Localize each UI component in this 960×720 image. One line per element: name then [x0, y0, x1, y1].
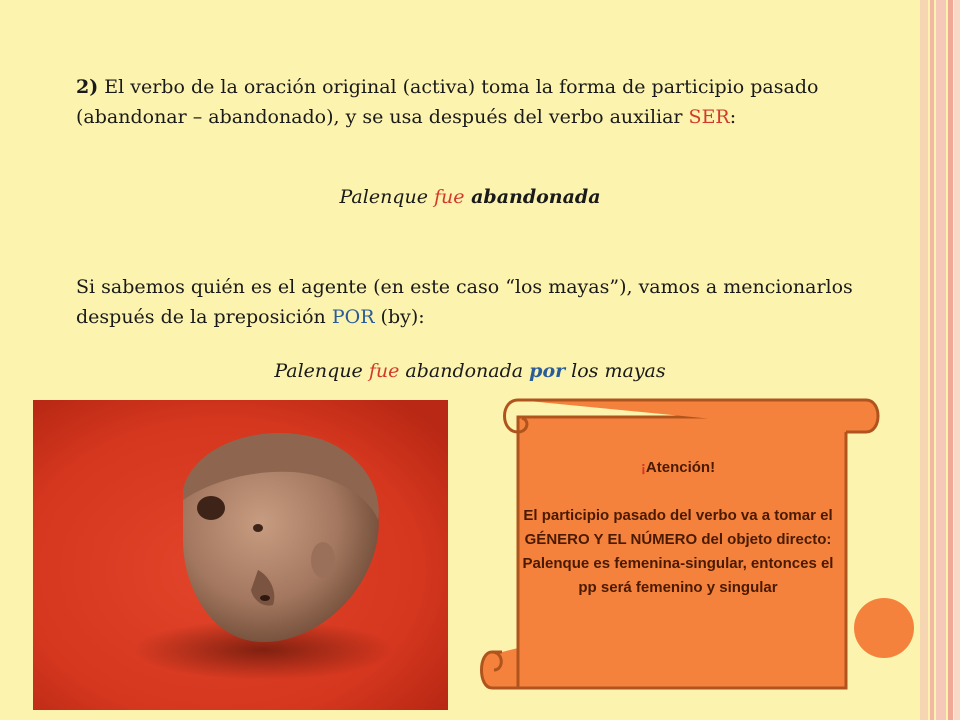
- paragraph-text: El verbo de la oración original (activa) toma la forma de participio pasado (abandonar – abandonado), y se usa después del verbo auxiliar: [76, 76, 819, 128]
- example-agent: los mayas: [565, 360, 666, 382]
- note-title: [518, 456, 838, 480]
- keyword-por: POR: [331, 306, 375, 328]
- stripe: [948, 0, 953, 720]
- stripe: [954, 0, 960, 720]
- paragraph-end: (by):: [374, 306, 425, 328]
- example-sentence-2: [0, 360, 940, 382]
- example-sentence-1: [0, 186, 940, 208]
- example-subject: Palenque: [274, 360, 369, 382]
- attention-note: [518, 456, 838, 600]
- item-number: 2): [76, 76, 99, 98]
- note-line-1: El participio pasado del verbo va a tomar el GÉNERO Y EL NÚMERO del objeto directo:: [523, 507, 833, 548]
- clay-head-image: [33, 400, 448, 710]
- note-title-text: Atención!: [645, 459, 716, 476]
- paragraph-text: Si sabemos quién es el agente (en este caso “los mayas”), vamos a mencionarlos después de la preposición: [76, 276, 853, 328]
- decorative-circle: [854, 598, 914, 658]
- keyword-ser: SER: [688, 106, 730, 128]
- paragraph-participle: [76, 72, 866, 132]
- example-por: por: [529, 360, 566, 382]
- exclamation-mark: ¡: [640, 459, 646, 476]
- example-participle: abandonada: [464, 186, 601, 208]
- clay-head-photo: [33, 400, 448, 710]
- spacer: [518, 480, 838, 504]
- example-participle: abandonada: [399, 360, 530, 382]
- punctuation: :: [729, 106, 737, 128]
- example-aux: fue: [433, 186, 465, 208]
- note-line-2: Palenque es femenina-singular, entonces el pp será femenino y singular: [522, 555, 834, 596]
- example-aux: fue: [368, 360, 400, 382]
- paragraph-agent: [76, 272, 866, 332]
- example-subject: Palenque: [339, 186, 434, 208]
